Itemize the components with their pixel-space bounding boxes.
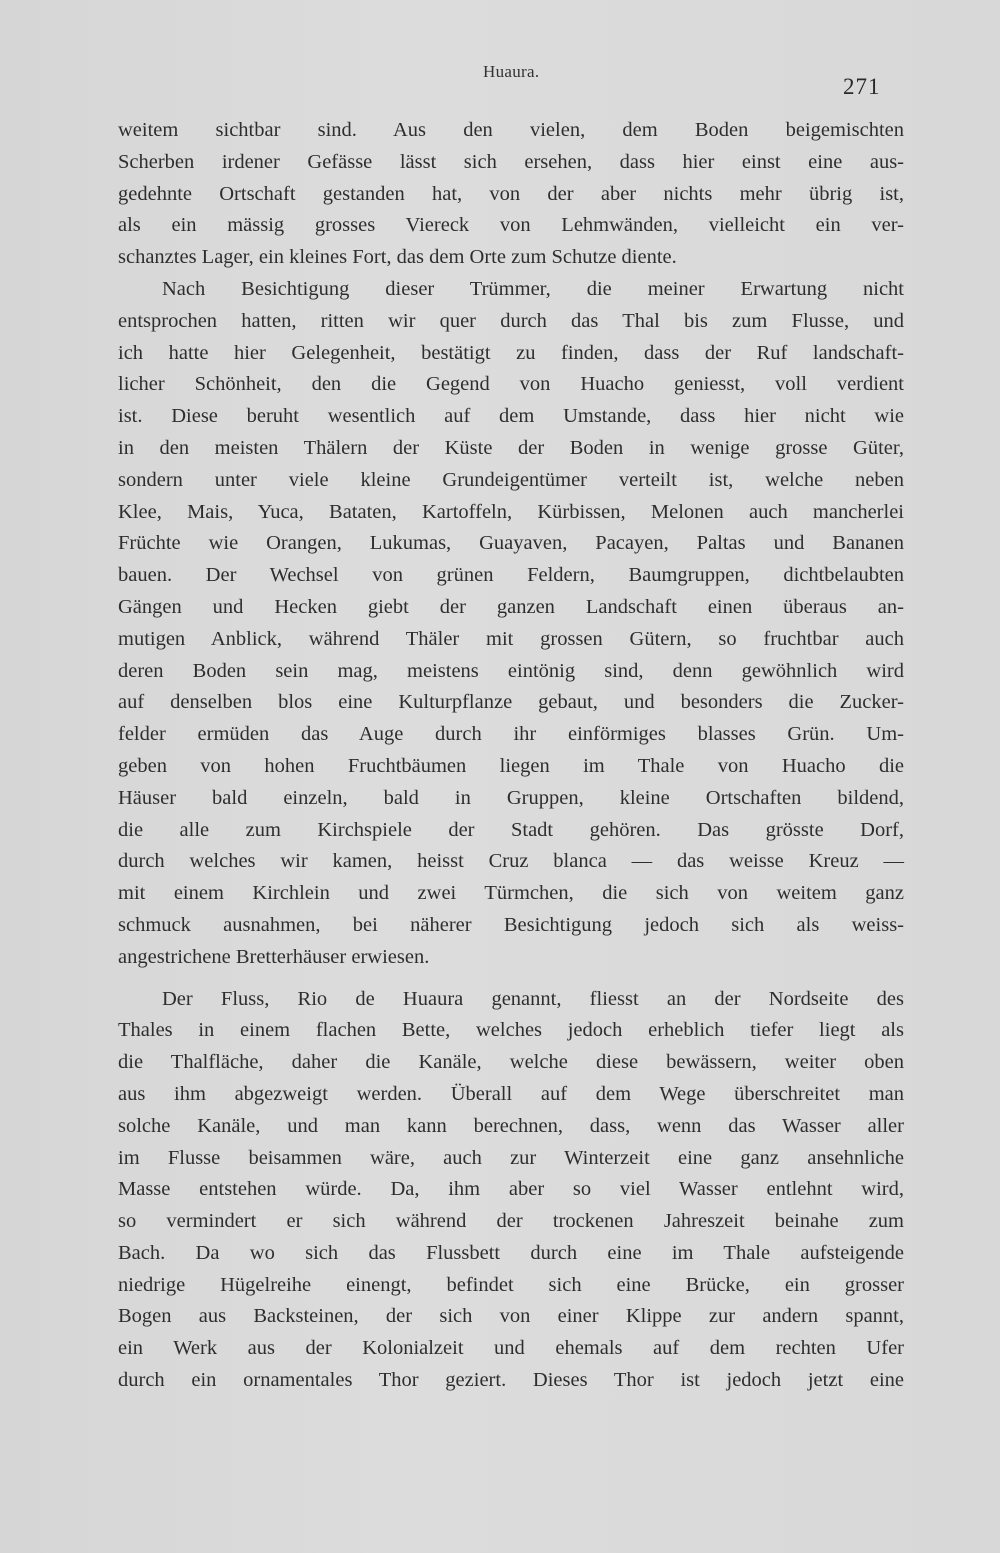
text-line: licher Schönheit, den die Gegend von Huacho geniesst, voll verdient bbox=[118, 373, 904, 396]
text-line: Thales in einem flachen Bette, welches jedoch erheblich tiefer liegt als bbox=[118, 1019, 904, 1042]
text-line: sondern unter viele kleine Grundeigentümer verteilt ist, welche neben bbox=[118, 468, 904, 491]
text-line: aus ihm abgezweigt werden. Überall auf dem Wege überschreitet man bbox=[118, 1082, 904, 1105]
text-line: Bach. Da wo sich das Flussbett durch eine im Thale aufsteigende bbox=[118, 1241, 904, 1264]
text-line: Masse entstehen würde. Da, ihm aber so viel Wasser entlehnt wird, bbox=[118, 1178, 904, 1201]
text-line: solche Kanäle, und man kann berechnen, dass, wenn das Wasser aller bbox=[118, 1114, 904, 1137]
text-line: durch ein ornamentales Thor geziert. Dieses Thor ist jedoch jetzt eine bbox=[118, 1369, 904, 1392]
text-line: geben von hohen Fruchtbäumen liegen im Thale von Huacho die bbox=[118, 754, 904, 777]
text-line: niedrige Hügelreihe einengt, befindet sich eine Brücke, ein grosser bbox=[118, 1273, 904, 1296]
text-line: in den meisten Thälern der Küste der Boden in wenige grosse Güter, bbox=[118, 436, 904, 459]
text-line: Scherben irdener Gefässe lässt sich ersehen, dass hier einst eine aus- bbox=[118, 150, 904, 173]
text-line: deren Boden sein mag, meistens eintönig sind, denn gewöhnlich wird bbox=[118, 659, 904, 682]
text-line: Früchte wie Orangen, Lukumas, Guayaven, Pacayen, Paltas und Bananen bbox=[118, 532, 904, 555]
text-line: schanztes Lager, ein kleines Fort, das dem Orte zum Schutze diente. bbox=[118, 246, 677, 269]
text-line: Nach Besichtigung dieser Trümmer, die meiner Erwartung nicht bbox=[162, 277, 904, 300]
text-line: entsprochen hatten, ritten wir quer durch das Thal bis zum Flusse, und bbox=[118, 309, 904, 332]
text-line: felder ermüden das Auge durch ihr einförmiges blasses Grün. Um- bbox=[118, 723, 904, 746]
text-line: durch welches wir kamen, heisst Cruz blanca — das weisse Kreuz — bbox=[118, 850, 904, 873]
text-line: auf denselben blos eine Kulturpflanze gebaut, und besonders die Zucker- bbox=[118, 691, 904, 714]
paragraph bbox=[118, 115, 904, 274]
text-line: so vermindert er sich während der trockenen Jahreszeit beinahe zum bbox=[118, 1210, 904, 1233]
text-line: Der Fluss, Rio de Huaura genannt, fliesst an der Nordseite des bbox=[162, 987, 904, 1010]
text-line: weitem sichtbar sind. Aus den vielen, dem Boden beigemischten bbox=[118, 119, 904, 141]
text-line: als ein mässig grosses Viereck von Lehmwänden, vielleicht ein ver- bbox=[118, 214, 904, 237]
text-line: Häuser bald einzeln, bald in Gruppen, kleine Ortschaften bildend, bbox=[118, 786, 904, 809]
text-line: die alle zum Kirchspiele der Stadt gehören. Das grösste Dorf, bbox=[118, 818, 904, 841]
text-line: die Thalfläche, daher die Kanäle, welche diese bewässern, weiter oben bbox=[118, 1051, 904, 1074]
text-line: schmuck ausnahmen, bei näherer Besichtigung jedoch sich als weiss- bbox=[118, 913, 904, 936]
body-text bbox=[118, 115, 904, 1397]
text-line: mutigen Anblick, während Thäler mit grossen Gütern, so fruchtbar auch bbox=[118, 627, 904, 650]
text-line: mit einem Kirchlein und zwei Türmchen, die sich von weitem ganz bbox=[118, 882, 904, 905]
text-line: gedehnte Ortschaft gestanden hat, von der aber nichts mehr übrig ist, bbox=[118, 182, 904, 205]
text-line: Klee, Mais, Yuca, Bataten, Kartoffeln, Kürbissen, Melonen auch mancherlei bbox=[118, 500, 904, 523]
paragraph bbox=[118, 984, 904, 1397]
running-title: Huaura. bbox=[483, 62, 540, 81]
page-number: 271 bbox=[843, 74, 881, 99]
text-line: ist. Diese beruht wesentlich auf dem Umstande, dass hier nicht wie bbox=[118, 405, 904, 428]
text-line: ein Werk aus der Kolonialzeit und ehemals auf dem rechten Ufer bbox=[118, 1337, 904, 1360]
text-line: ich hatte hier Gelegenheit, bestätigt zu finden, dass der Ruf landschaft- bbox=[118, 341, 904, 364]
paragraph bbox=[118, 274, 904, 974]
text-line: bauen. Der Wechsel von grünen Feldern, Baumgruppen, dichtbelaubten bbox=[118, 564, 904, 587]
text-line: Bogen aus Backsteinen, der sich von einer Klippe zur andern spannt, bbox=[118, 1305, 904, 1328]
text-line: angestrichene Bretterhäuser erwiesen. bbox=[118, 945, 430, 968]
text-line: Gängen und Hecken giebt der ganzen Landschaft einen überaus an- bbox=[118, 595, 904, 618]
text-line: im Flusse beisammen wäre, auch zur Winterzeit eine ganz ansehnliche bbox=[118, 1146, 904, 1169]
